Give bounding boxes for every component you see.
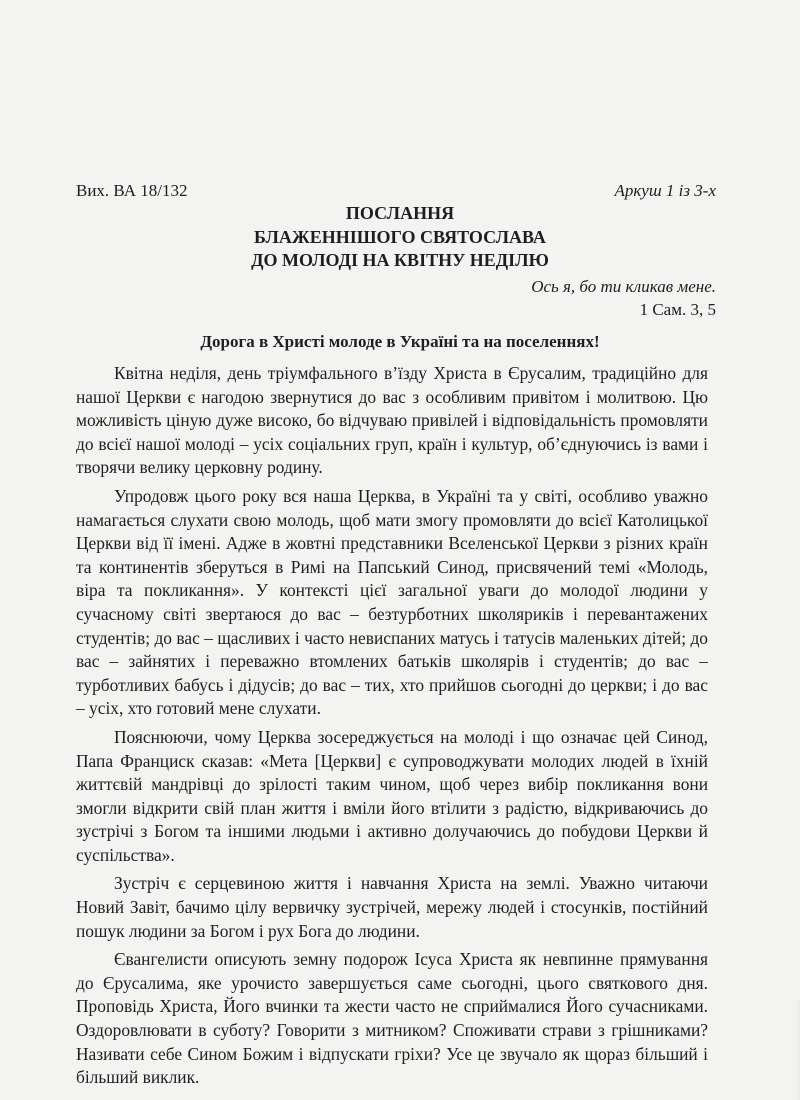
letter-body xyxy=(76,362,708,1095)
title-line-3: ДО МОЛОДІ НА КВІТНУ НЕДІЛЮ xyxy=(251,250,549,270)
title-line-2: БЛАЖЕННІШОГО СВЯТОСЛАВА xyxy=(254,226,546,247)
epigraph-quote: Ось я, бо ти кликав мене. xyxy=(531,277,716,296)
outgoing-reference-number: Вих. ВА 18/132 xyxy=(76,181,188,200)
paragraph-2: Упродовж цього року вся наша Церква, в Україні та у світі, особливо уважно намагається слухати свою молодь, щоб мати змогу промовляти до всієї Католицької Церкви від її імені. Адже в жовтні представники Вселенської Церкви з різних країн та континентів зберуться в Римі на Папський Синод, присвячений темі «Молодь, віра та покликання». У контексті цієї загальної уваги до молодої людини у сучасному світі звертаюся до вас – безтурботних школяриків і перевантажених студентів; до вас – щасливих і часто невиспаних матусь і татусів маленьких дітей; до вас – зайнятих і переважно втомлених батьків школярів і студентів; до вас – турботливих бабусь і дідусів; до вас – тих, хто прийшов сьогодні до церкви; і до вас – усіх, хто готовий мене слухати. xyxy=(76,485,708,719)
document-title xyxy=(0,202,800,273)
paragraph-1: Квітна неділя, день тріумфального в’їзду Христа в Єрусалим, традиційно для нашої Церкви є нагодою звернутися до вас з особливим привітом і молитвою. Цю можливість ціную дуже високо, бо відчуваю привілей і відповідальність промовляти до всієї нашої молоді – усіх соціальних груп, країн і культур, об’єднуючись із вами і творячи велику церковну родину. xyxy=(76,363,708,478)
paragraph-4: Зустріч є серцевиною життя і навчання Христа на землі. Уважно читаючи Новий Завіт, бачимо цілу вервичку зустрічей, мережу людей і стосунків, постійний пошук людини за Богом і рух Бога до людини. xyxy=(76,873,708,941)
title-line-1: ПОСЛАННЯ xyxy=(345,203,455,223)
paragraph-5: Євангелисти описують земну подорож Ісуса Христа як невпинне прямування до Єрусалима, яке урочисто завершується саме сьогодні, цього святкового дня. Проповідь Христа, Його вчинки та жести часто не сприймалися Його сучасниками. Оздоровлювати в суботу? Говорити з митником? Споживати страви з грішниками? Називати себе Сином Божим і відпускати гріхи? Усе це звучало як щораз більший і більший виклик. xyxy=(76,949,708,1088)
sheet-counter: Аркуш 1 із 3-х xyxy=(614,181,716,200)
greeting-heading: Дорога в Христі молоде в Україні та на поселеннях! xyxy=(200,332,600,351)
epigraph xyxy=(531,275,716,321)
epigraph-source: 1 Сам. 3, 5 xyxy=(639,300,716,319)
paragraph-3: Пояснюючи, чому Церква зосереджується на молоді і що означає цей Синод, Папа Франциск сказав: «Мета [Церкви] є супроводжувати молодих людей в їхній життєвій мандрівці до зрілості таким чином, щоб через вибір покликання вони змогли відкрити свій план життя і вміли його втілити з радістю, відкриваючись до зустрічі з Богом та іншими людьми і активно долучаючись до побудови Церкви й суспільства». xyxy=(76,726,708,865)
scan-edge-shadow xyxy=(794,1000,800,1100)
